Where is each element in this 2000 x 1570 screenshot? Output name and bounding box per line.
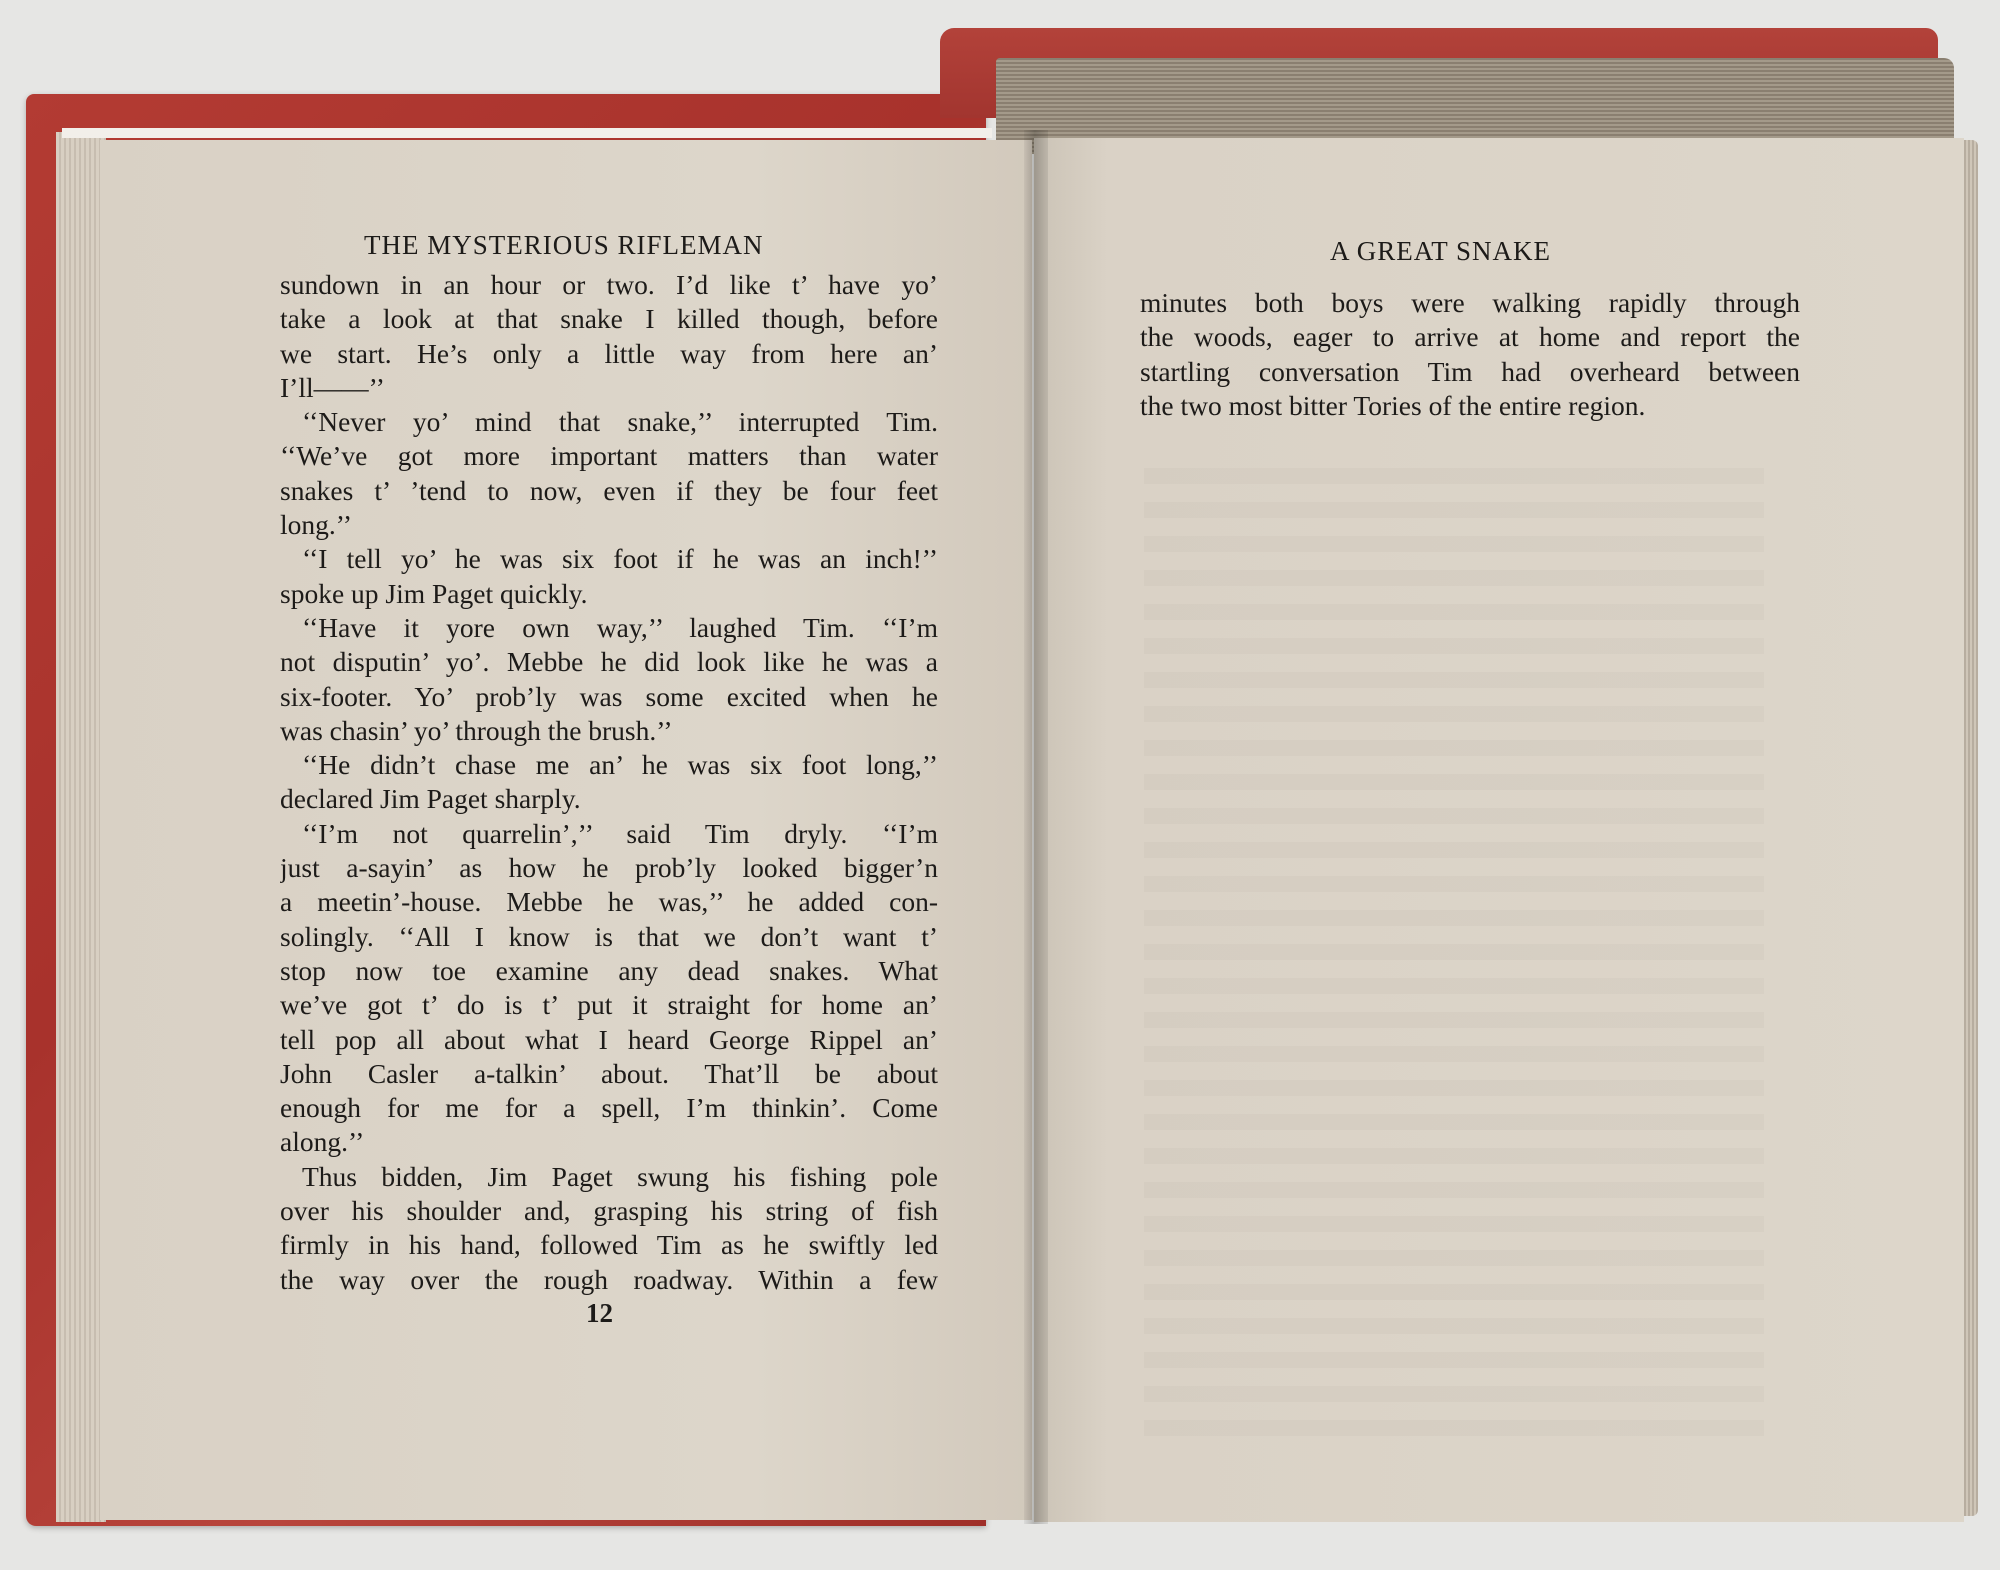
text-line: we start. He’s only a little way from here an’ (280, 337, 938, 369)
left-page (100, 140, 1032, 1520)
text-line: was chasin’ yo’ through the brush.’’ (280, 714, 673, 746)
text-line: minutes both boys were walking rapidly through (1140, 287, 1800, 318)
text-line: long.’’ (280, 509, 353, 541)
text-line: ‘‘I’m not quarrelin’,’’ said Tim dryly. ‘‘I’m (302, 817, 938, 849)
right-page-stack (1962, 140, 1978, 1516)
page-number: 12 (586, 1298, 613, 1328)
show-through-text (1144, 468, 1764, 1448)
text-line: we’ve got t’ do is t’ put it straight for home an’ (280, 989, 938, 1021)
text-line: declared Jim Paget sharply. (280, 783, 581, 815)
text-line: along.’’ (280, 1126, 365, 1158)
text-line: stop now toe examine any dead snakes. What (280, 954, 938, 986)
text-line: tell pop all about what I heard George Rippel an’ (280, 1023, 938, 1055)
text-line: just a-sayin’ as how he prob’ly looked bigger’n (280, 852, 938, 884)
text-line: ‘‘I tell yo’ he was six foot if he was an inch!’’ (302, 543, 938, 575)
right-running-head: A GREAT SNAKE (1330, 236, 1552, 266)
text-line: take a look at that snake I killed though, before (280, 303, 938, 335)
text-line: ‘‘We’ve got more important matters than water (280, 440, 938, 472)
text-line: ‘‘He didn’t chase me an’ he was six foot long,’’ (302, 749, 938, 781)
text-line: the way over the rough roadway. Within a few (280, 1263, 938, 1295)
left-page-top-edge (62, 128, 992, 138)
text-line: enough for me for a spell, I’m thinkin’. Come (280, 1092, 938, 1124)
text-line: sundown in an hour or two. I’d like t’ have yo’ (280, 269, 938, 300)
text-line: the woods, eager to arrive at home and report the (1140, 321, 1800, 353)
text-line: over his shoulder and, grasping his string of fish (280, 1195, 938, 1227)
right-page (1034, 138, 1964, 1522)
book-gutter (1024, 130, 1048, 1524)
right-page-text (1140, 286, 1800, 423)
text-line: six-footer. Yo’ prob’ly was some excited when he (280, 680, 938, 712)
left-page-stack (56, 132, 106, 1522)
text-line: snakes t’ ’tend to now, even if they be four feet (280, 474, 938, 506)
text-line: ‘‘Never yo’ mind that snake,’’ interrupted Tim. (302, 406, 938, 438)
text-line: the two most bitter Tories of the entire region. (1140, 389, 1646, 421)
left-page-text (280, 268, 938, 1297)
text-line: startling conversation Tim had overheard between (1140, 355, 1800, 387)
left-running-head: THE MYSTERIOUS RIFLEMAN (364, 230, 764, 260)
text-line: firmly in his hand, followed Tim as he swiftly led (280, 1229, 938, 1261)
text-line: a meetin’-house. Mebbe he was,’’ he added con- (280, 886, 938, 918)
text-line: solingly. ‘‘All I know is that we don’t want t’ (280, 920, 938, 952)
text-line: Thus bidden, Jim Paget swung his fishing pole (302, 1160, 938, 1192)
text-line: not disputin’ yo’. Mebbe he did look like he was a (280, 646, 938, 678)
text-line: I’ll——’’ (280, 371, 385, 403)
text-line: John Casler a-talkin’ about. That’ll be about (280, 1057, 938, 1089)
text-line: ‘‘Have it yore own way,’’ laughed Tim. ‘‘I’m (302, 611, 938, 643)
text-line: spoke up Jim Paget quickly. (280, 577, 588, 609)
